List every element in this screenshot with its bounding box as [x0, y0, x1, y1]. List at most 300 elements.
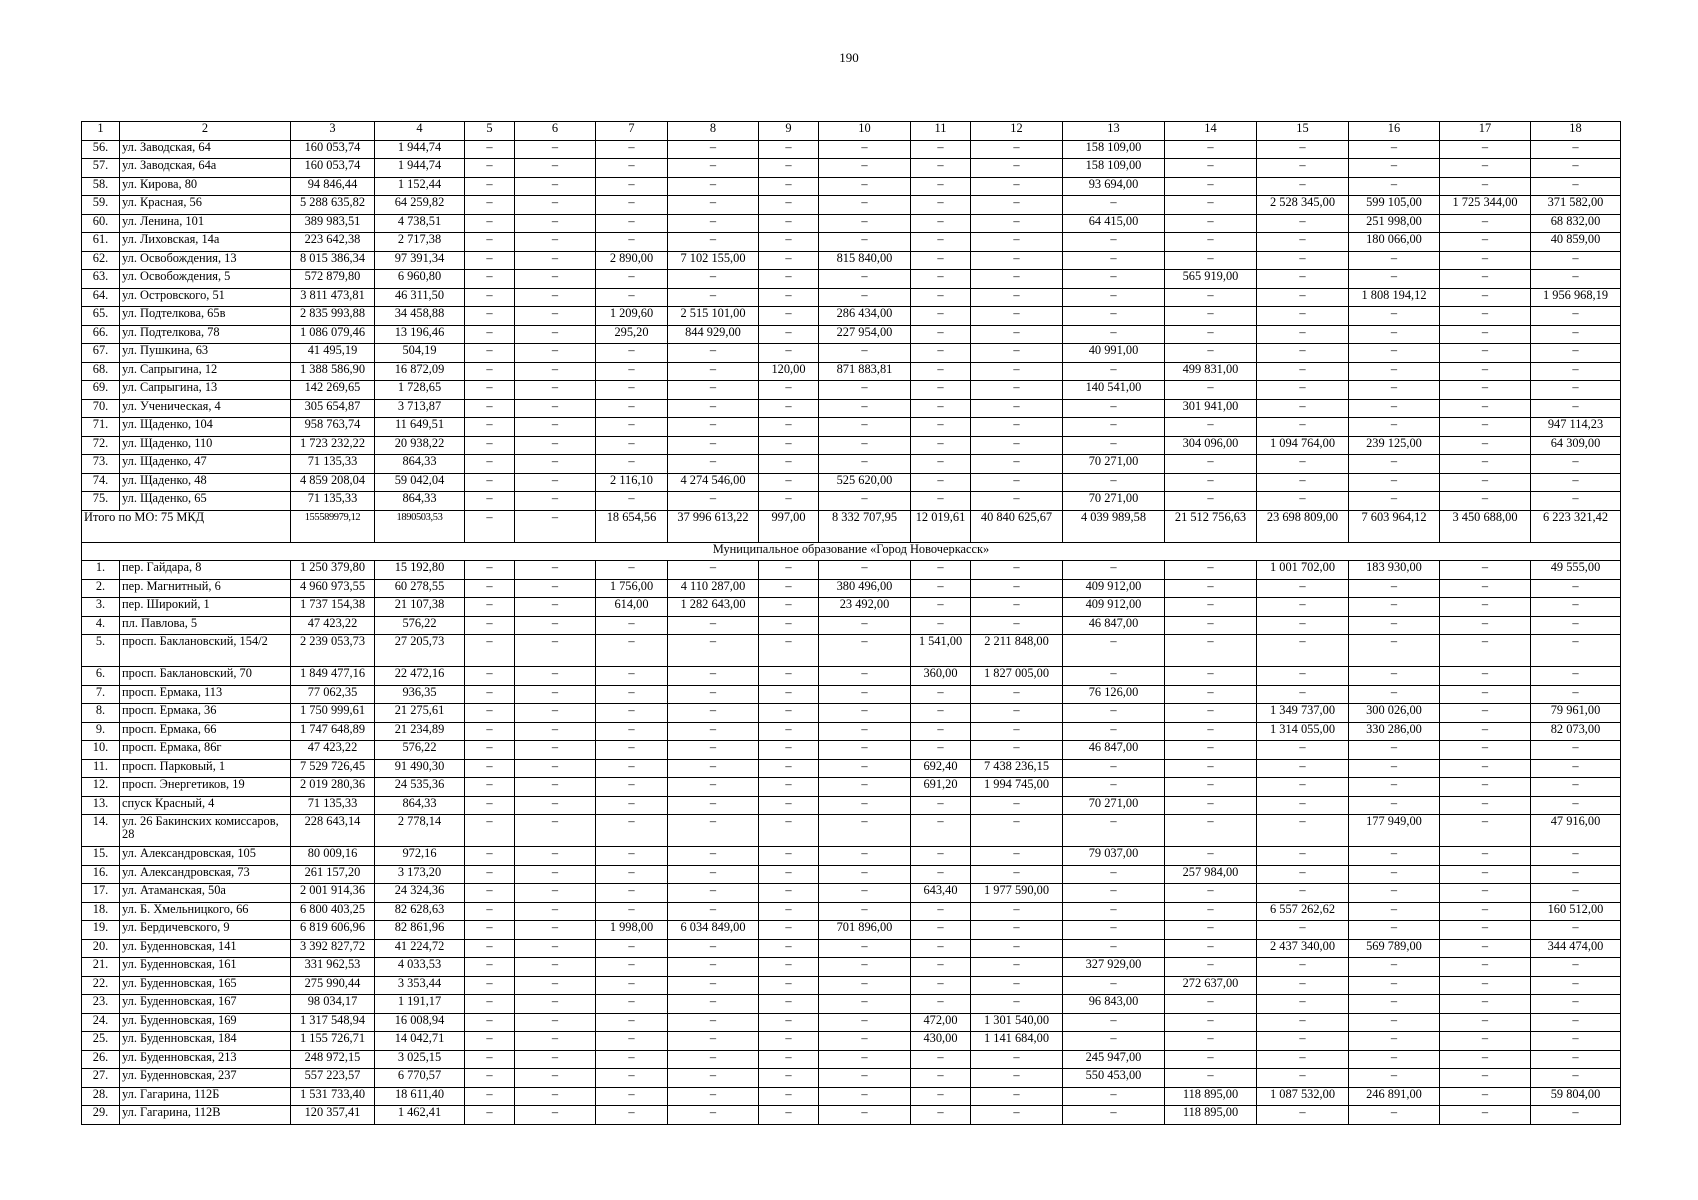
- value-cell: –: [911, 616, 971, 635]
- value-cell: –: [1165, 759, 1257, 778]
- value-cell: –: [1257, 616, 1349, 635]
- table-row: [82, 635, 1621, 667]
- value-cell: –: [1349, 418, 1440, 437]
- value-cell: –: [1165, 561, 1257, 580]
- value-cell: –: [1165, 1069, 1257, 1088]
- value-cell: 64 309,00: [1531, 436, 1621, 455]
- value-cell: –: [1440, 325, 1531, 344]
- value-cell: 22 472,16: [375, 667, 465, 686]
- value-cell: –: [465, 722, 515, 741]
- value-cell: –: [1063, 667, 1165, 686]
- value-cell: 7 102 155,00: [668, 251, 759, 270]
- value-cell: –: [596, 436, 668, 455]
- value-cell: –: [1349, 976, 1440, 995]
- value-cell: 47 423,22: [291, 741, 375, 760]
- value-cell: –: [596, 1050, 668, 1069]
- value-cell: 140 541,00: [1063, 381, 1165, 400]
- value-cell: –: [1349, 667, 1440, 686]
- address-cell: ул. Гагарина, 112Б: [120, 1087, 291, 1106]
- value-cell: –: [1440, 778, 1531, 797]
- value-cell: –: [1440, 561, 1531, 580]
- value-cell: –: [465, 796, 515, 815]
- value-cell: –: [911, 492, 971, 511]
- value-cell: 1 001 702,00: [1257, 561, 1349, 580]
- value-cell: –: [465, 381, 515, 400]
- section-title: Муниципальное образование «Город Новочеркасск»: [82, 542, 1621, 561]
- value-cell: 49 555,00: [1531, 561, 1621, 580]
- value-cell: –: [1440, 635, 1531, 667]
- value-cell: 1 282 643,00: [668, 598, 759, 617]
- value-cell: –: [1257, 815, 1349, 847]
- value-cell: 3 811 473,81: [291, 288, 375, 307]
- value-cell: –: [1531, 251, 1621, 270]
- value-cell: –: [1440, 1069, 1531, 1088]
- value-cell: –: [1165, 1013, 1257, 1032]
- value-cell: –: [911, 455, 971, 474]
- value-cell: –: [596, 958, 668, 977]
- value-cell: 1 191,17: [375, 995, 465, 1014]
- value-cell: –: [911, 270, 971, 289]
- value-cell: –: [1349, 741, 1440, 760]
- value-cell: –: [465, 1106, 515, 1125]
- value-cell: –: [668, 1106, 759, 1125]
- value-cell: –: [465, 976, 515, 995]
- value-cell: 24 324,36: [375, 884, 465, 903]
- table-row: [82, 722, 1621, 741]
- value-cell: –: [1257, 1032, 1349, 1051]
- value-cell: –: [1531, 616, 1621, 635]
- value-cell: –: [1531, 741, 1621, 760]
- value-cell: –: [1440, 1032, 1531, 1051]
- value-cell: –: [819, 667, 911, 686]
- value-cell: 118 895,00: [1165, 1087, 1257, 1106]
- value-cell: –: [1531, 140, 1621, 159]
- value-cell: –: [911, 815, 971, 847]
- value-cell: –: [759, 635, 819, 667]
- value-cell: –: [1349, 344, 1440, 363]
- value-cell: 1 747 648,89: [291, 722, 375, 741]
- value-cell: –: [1063, 759, 1165, 778]
- address-cell: ул. Щаденко, 48: [120, 473, 291, 492]
- value-cell: 301 941,00: [1165, 399, 1257, 418]
- value-cell: –: [759, 865, 819, 884]
- value-cell: –: [911, 177, 971, 196]
- header-cell: 6: [515, 122, 596, 141]
- value-cell: –: [911, 399, 971, 418]
- value-cell: –: [1165, 1032, 1257, 1051]
- value-cell: –: [596, 939, 668, 958]
- page-number: 190: [839, 50, 859, 65]
- value-cell: 142 269,65: [291, 381, 375, 400]
- value-cell: 305 654,87: [291, 399, 375, 418]
- value-cell: –: [596, 796, 668, 815]
- value-cell: 1 728,65: [375, 381, 465, 400]
- total-value-cell: –: [465, 510, 515, 542]
- address-cell: ул. Буденновская, 161: [120, 958, 291, 977]
- value-cell: –: [911, 288, 971, 307]
- value-cell: –: [596, 1069, 668, 1088]
- value-cell: 958 763,74: [291, 418, 375, 437]
- value-cell: –: [668, 847, 759, 866]
- value-cell: 160 053,74: [291, 159, 375, 178]
- value-cell: –: [668, 865, 759, 884]
- value-cell: –: [465, 251, 515, 270]
- value-cell: 59 804,00: [1531, 1087, 1621, 1106]
- value-cell: –: [1349, 140, 1440, 159]
- row-number-cell: 2.: [82, 579, 120, 598]
- value-cell: –: [1349, 270, 1440, 289]
- value-cell: 692,40: [911, 759, 971, 778]
- value-cell: 304 096,00: [1165, 436, 1257, 455]
- value-cell: –: [1165, 325, 1257, 344]
- value-cell: 1 725 344,00: [1440, 196, 1531, 215]
- value-cell: 41 495,19: [291, 344, 375, 363]
- value-cell: 1 956 968,19: [1531, 288, 1621, 307]
- value-cell: –: [1440, 492, 1531, 511]
- row-number-cell: 68.: [82, 362, 120, 381]
- value-cell: –: [515, 1032, 596, 1051]
- value-cell: –: [1349, 778, 1440, 797]
- value-cell: –: [971, 473, 1063, 492]
- value-cell: 80 009,16: [291, 847, 375, 866]
- value-cell: –: [515, 325, 596, 344]
- value-cell: 576,22: [375, 616, 465, 635]
- header-cell: 4: [375, 122, 465, 141]
- value-cell: –: [971, 362, 1063, 381]
- value-cell: –: [759, 778, 819, 797]
- value-cell: –: [465, 492, 515, 511]
- value-cell: –: [596, 635, 668, 667]
- value-cell: –: [911, 704, 971, 723]
- table-row: [82, 436, 1621, 455]
- value-cell: 380 496,00: [819, 579, 911, 598]
- value-cell: –: [1165, 667, 1257, 686]
- value-cell: –: [1349, 884, 1440, 903]
- value-cell: –: [465, 598, 515, 617]
- value-cell: –: [819, 436, 911, 455]
- value-cell: –: [971, 939, 1063, 958]
- value-cell: –: [759, 177, 819, 196]
- value-cell: –: [971, 1087, 1063, 1106]
- value-cell: –: [911, 418, 971, 437]
- value-cell: –: [759, 995, 819, 1014]
- value-cell: –: [819, 196, 911, 215]
- value-cell: 864,33: [375, 455, 465, 474]
- value-cell: –: [1531, 635, 1621, 667]
- row-number-cell: 18.: [82, 902, 120, 921]
- value-cell: –: [1165, 140, 1257, 159]
- value-cell: –: [465, 958, 515, 977]
- value-cell: –: [1257, 214, 1349, 233]
- table-row: [82, 1050, 1621, 1069]
- row-number-cell: 17.: [82, 884, 120, 903]
- value-cell: –: [1531, 399, 1621, 418]
- value-cell: –: [1440, 399, 1531, 418]
- value-cell: –: [1165, 995, 1257, 1014]
- value-cell: 59 042,04: [375, 473, 465, 492]
- value-cell: –: [1531, 381, 1621, 400]
- value-cell: –: [465, 616, 515, 635]
- value-cell: –: [515, 561, 596, 580]
- value-cell: –: [465, 362, 515, 381]
- table-row: [82, 616, 1621, 635]
- value-cell: 1 087 532,00: [1257, 1087, 1349, 1106]
- address-cell: ул. Кирова, 80: [120, 177, 291, 196]
- value-cell: –: [819, 685, 911, 704]
- value-cell: 4 738,51: [375, 214, 465, 233]
- value-cell: –: [911, 921, 971, 940]
- value-cell: –: [465, 473, 515, 492]
- value-cell: –: [1063, 1032, 1165, 1051]
- value-cell: 4 274 546,00: [668, 473, 759, 492]
- value-cell: –: [596, 233, 668, 252]
- header-cell: 16: [1349, 122, 1440, 141]
- value-cell: –: [971, 159, 1063, 178]
- value-cell: –: [668, 685, 759, 704]
- value-cell: –: [819, 884, 911, 903]
- value-cell: –: [971, 995, 1063, 1014]
- value-cell: –: [1257, 958, 1349, 977]
- value-cell: –: [1349, 307, 1440, 326]
- value-cell: –: [465, 995, 515, 1014]
- value-cell: –: [1063, 1087, 1165, 1106]
- value-cell: –: [1165, 741, 1257, 760]
- value-cell: –: [465, 865, 515, 884]
- value-cell: 2 717,38: [375, 233, 465, 252]
- value-cell: –: [1257, 307, 1349, 326]
- value-cell: –: [668, 884, 759, 903]
- value-cell: –: [1349, 598, 1440, 617]
- value-cell: 76 126,00: [1063, 685, 1165, 704]
- value-cell: 4 960 973,55: [291, 579, 375, 598]
- value-cell: 3 353,44: [375, 976, 465, 995]
- value-cell: –: [1165, 847, 1257, 866]
- value-cell: –: [759, 214, 819, 233]
- value-cell: 82 861,96: [375, 921, 465, 940]
- value-cell: –: [911, 902, 971, 921]
- value-cell: –: [668, 722, 759, 741]
- value-cell: 1 531 733,40: [291, 1087, 375, 1106]
- address-cell: ул. Щаденко, 47: [120, 455, 291, 474]
- table-row: [82, 177, 1621, 196]
- value-cell: –: [1531, 759, 1621, 778]
- value-cell: –: [911, 598, 971, 617]
- value-cell: 472,00: [911, 1013, 971, 1032]
- value-cell: –: [465, 1050, 515, 1069]
- value-cell: –: [596, 140, 668, 159]
- row-number-cell: 70.: [82, 399, 120, 418]
- value-cell: 120,00: [759, 362, 819, 381]
- value-cell: –: [759, 667, 819, 686]
- value-cell: –: [1165, 778, 1257, 797]
- value-cell: –: [1165, 939, 1257, 958]
- header-cell: 3: [291, 122, 375, 141]
- value-cell: –: [971, 214, 1063, 233]
- value-cell: –: [1440, 251, 1531, 270]
- value-cell: –: [759, 455, 819, 474]
- value-cell: 180 066,00: [1349, 233, 1440, 252]
- value-cell: –: [1257, 381, 1349, 400]
- value-cell: –: [759, 436, 819, 455]
- value-cell: –: [971, 1106, 1063, 1125]
- row-number-cell: 64.: [82, 288, 120, 307]
- row-number-cell: 56.: [82, 140, 120, 159]
- value-cell: –: [596, 704, 668, 723]
- value-cell: –: [1440, 921, 1531, 940]
- value-cell: –: [1063, 1106, 1165, 1125]
- row-number-cell: 13.: [82, 796, 120, 815]
- value-cell: –: [819, 455, 911, 474]
- address-cell: ул. Подтелкова, 65в: [120, 307, 291, 326]
- value-cell: –: [819, 159, 911, 178]
- value-cell: –: [1257, 741, 1349, 760]
- value-cell: –: [759, 418, 819, 437]
- value-cell: 330 286,00: [1349, 722, 1440, 741]
- value-cell: –: [1165, 381, 1257, 400]
- row-number-cell: 25.: [82, 1032, 120, 1051]
- value-cell: 16 008,94: [375, 1013, 465, 1032]
- value-cell: –: [1440, 847, 1531, 866]
- value-cell: 120 357,41: [291, 1106, 375, 1125]
- value-cell: –: [515, 685, 596, 704]
- value-cell: –: [971, 288, 1063, 307]
- value-cell: –: [911, 436, 971, 455]
- value-cell: –: [1165, 704, 1257, 723]
- value-cell: –: [465, 778, 515, 797]
- table-row: [82, 847, 1621, 866]
- table-row: [82, 865, 1621, 884]
- value-cell: –: [1257, 362, 1349, 381]
- address-cell: ул. Буденновская, 165: [120, 976, 291, 995]
- total-value-cell: 18 654,56: [596, 510, 668, 542]
- value-cell: –: [1063, 976, 1165, 995]
- value-cell: –: [1257, 473, 1349, 492]
- value-cell: –: [515, 884, 596, 903]
- value-cell: –: [465, 325, 515, 344]
- table-row: [82, 455, 1621, 474]
- table-row: [82, 344, 1621, 363]
- value-cell: 569 789,00: [1349, 939, 1440, 958]
- value-cell: –: [1531, 579, 1621, 598]
- value-cell: –: [1349, 177, 1440, 196]
- value-cell: –: [668, 362, 759, 381]
- value-cell: –: [1440, 473, 1531, 492]
- value-cell: 68 832,00: [1531, 214, 1621, 233]
- value-cell: –: [819, 741, 911, 760]
- value-cell: –: [515, 778, 596, 797]
- value-cell: –: [819, 847, 911, 866]
- value-cell: 6 800 403,25: [291, 902, 375, 921]
- value-cell: –: [819, 492, 911, 511]
- value-cell: –: [465, 939, 515, 958]
- value-cell: –: [1440, 270, 1531, 289]
- value-cell: –: [911, 976, 971, 995]
- value-cell: 389 983,51: [291, 214, 375, 233]
- address-cell: пер. Широкий, 1: [120, 598, 291, 617]
- value-cell: –: [971, 921, 1063, 940]
- address-cell: просп. Баклановский, 70: [120, 667, 291, 686]
- value-cell: –: [971, 722, 1063, 741]
- row-number-cell: 11.: [82, 759, 120, 778]
- address-cell: спуск Красный, 4: [120, 796, 291, 815]
- value-cell: –: [515, 1087, 596, 1106]
- value-cell: –: [596, 1032, 668, 1051]
- value-cell: 70 271,00: [1063, 796, 1165, 815]
- value-cell: –: [515, 436, 596, 455]
- value-cell: –: [1257, 921, 1349, 940]
- table-row: [82, 1087, 1621, 1106]
- value-cell: 158 109,00: [1063, 140, 1165, 159]
- value-cell: –: [1063, 196, 1165, 215]
- row-number-cell: 27.: [82, 1069, 120, 1088]
- value-cell: –: [465, 741, 515, 760]
- value-cell: –: [668, 214, 759, 233]
- value-cell: 2 778,14: [375, 815, 465, 847]
- value-cell: –: [1257, 251, 1349, 270]
- header-cell: 9: [759, 122, 819, 141]
- value-cell: –: [759, 1013, 819, 1032]
- total-value-cell: 4 039 989,58: [1063, 510, 1165, 542]
- value-cell: –: [668, 399, 759, 418]
- value-cell: 1 462,41: [375, 1106, 465, 1125]
- value-cell: –: [819, 344, 911, 363]
- row-number-cell: 6.: [82, 667, 120, 686]
- value-cell: –: [1440, 159, 1531, 178]
- value-cell: –: [668, 778, 759, 797]
- value-cell: –: [1063, 884, 1165, 903]
- row-number-cell: 74.: [82, 473, 120, 492]
- value-cell: –: [971, 561, 1063, 580]
- value-cell: –: [465, 635, 515, 667]
- value-cell: –: [971, 325, 1063, 344]
- address-cell: ул. Буденновская, 169: [120, 1013, 291, 1032]
- value-cell: –: [515, 288, 596, 307]
- value-cell: –: [1531, 1106, 1621, 1125]
- address-cell: пер. Магнитный, 6: [120, 579, 291, 598]
- value-cell: –: [465, 418, 515, 437]
- value-cell: –: [515, 399, 596, 418]
- value-cell: –: [515, 815, 596, 847]
- value-cell: –: [668, 796, 759, 815]
- value-cell: 2 890,00: [596, 251, 668, 270]
- value-cell: 246 891,00: [1349, 1087, 1440, 1106]
- row-number-cell: 15.: [82, 847, 120, 866]
- value-cell: 1 944,74: [375, 159, 465, 178]
- value-cell: 6 960,80: [375, 270, 465, 289]
- value-cell: –: [1063, 418, 1165, 437]
- value-cell: 409 912,00: [1063, 598, 1165, 617]
- value-cell: –: [668, 436, 759, 455]
- value-cell: –: [668, 270, 759, 289]
- value-cell: –: [1349, 1050, 1440, 1069]
- value-cell: –: [911, 939, 971, 958]
- value-cell: –: [1531, 270, 1621, 289]
- value-cell: 3 392 827,72: [291, 939, 375, 958]
- value-cell: –: [819, 1032, 911, 1051]
- value-cell: –: [1349, 455, 1440, 474]
- value-cell: –: [1349, 251, 1440, 270]
- row-number-cell: 21.: [82, 958, 120, 977]
- total-value-cell: 155589979,12: [291, 510, 375, 542]
- value-cell: 5 288 635,82: [291, 196, 375, 215]
- value-cell: –: [515, 939, 596, 958]
- value-cell: –: [1063, 399, 1165, 418]
- value-cell: –: [596, 1087, 668, 1106]
- value-cell: 272 637,00: [1165, 976, 1257, 995]
- value-cell: –: [465, 884, 515, 903]
- value-cell: –: [1257, 418, 1349, 437]
- value-cell: –: [1440, 1013, 1531, 1032]
